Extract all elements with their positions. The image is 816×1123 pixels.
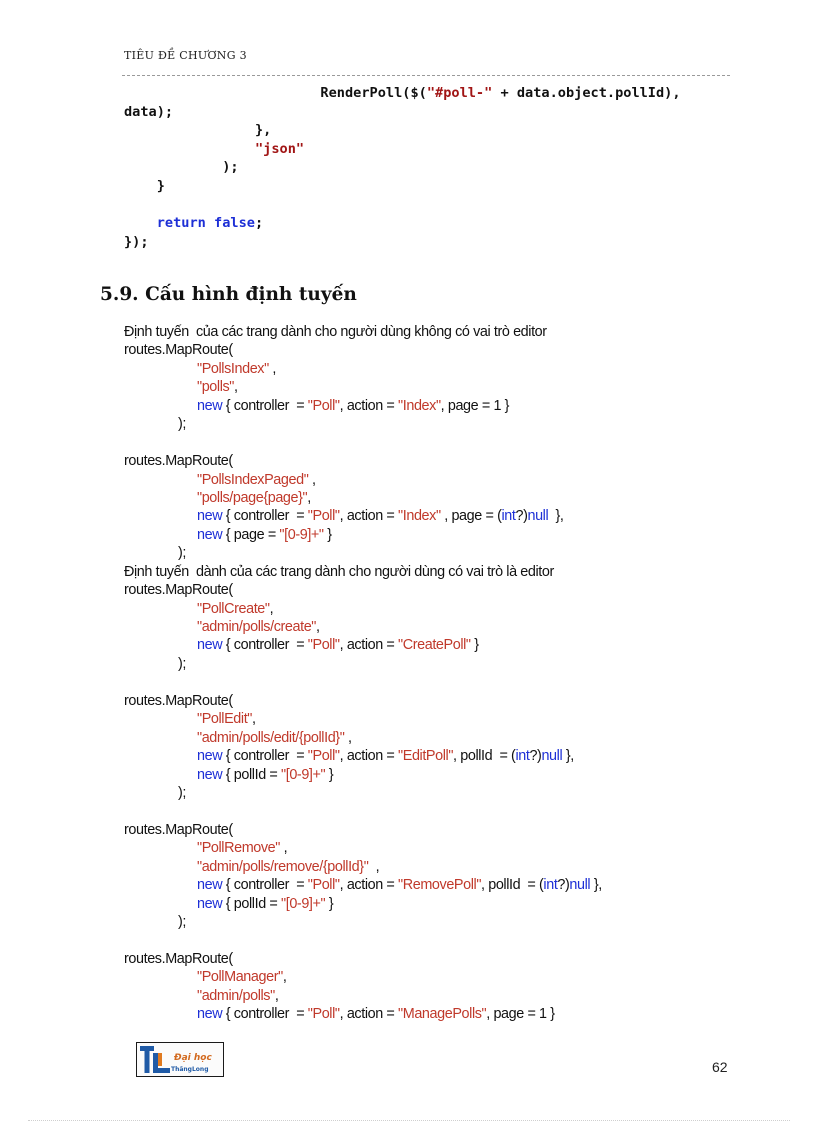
code-line: ); — [178, 914, 186, 930]
code-line: ); — [178, 784, 186, 801]
code-line: "admin/polls", — [197, 987, 279, 1004]
code-line: }, — [254, 122, 272, 139]
chapter-header: TIÊU ĐỀ CHƯƠNG 3 — [124, 49, 247, 62]
route-call: routes.MapRoute( — [124, 342, 233, 359]
code-line: "PollsIndex" , — [197, 360, 277, 377]
blank-line — [124, 434, 602, 452]
code-line: "admin/polls/remove/{pollId}" , — [197, 858, 380, 875]
code-line: ); — [222, 159, 239, 176]
page-number: 62 — [712, 1059, 728, 1075]
code-line: new { controller = "Poll", action = "Index", page = 1 } — [197, 397, 510, 414]
code-block-javascript — [124, 84, 681, 251]
code-line: new { controller = "Poll", action = "CreatePoll" } — [197, 637, 479, 654]
university-logo — [136, 1042, 224, 1077]
code-line: RenderPoll($("#poll-" + data.object.pollId), — [320, 85, 681, 101]
code-line: }); — [124, 233, 149, 250]
blank-line — [124, 673, 602, 691]
thang-long-logo-icon — [137, 1043, 223, 1076]
code-line: "admin/polls/edit/{pollId}" , — [197, 729, 352, 746]
route-call: routes.MapRoute( — [124, 692, 233, 709]
route-call: routes.MapRoute( — [124, 453, 233, 470]
code-line: "admin/polls/create", — [197, 619, 320, 635]
route-call: routes.MapRoute( — [124, 950, 233, 967]
code-line: "PollRemove" , — [197, 840, 288, 857]
code-line: new { controller = "Poll", action = "EditPoll", pollId = (int?)null }, — [197, 748, 574, 765]
route-call: routes.MapRoute( — [124, 821, 233, 838]
code-line: return false; — [156, 215, 264, 232]
code-line: data); — [124, 103, 174, 120]
code-line: "PollsIndexPaged" , — [197, 471, 316, 488]
code-line: } — [156, 177, 165, 194]
route-comment: Định tuyến của các trang dành cho người dùng không có vai trò editor — [124, 324, 547, 340]
code-line: ); — [178, 416, 186, 433]
code-line: "polls/page{page}", — [197, 489, 311, 506]
section-number: 5.9. — [100, 284, 139, 305]
page-bottom-divider — [28, 1120, 790, 1121]
code-line: "polls", — [197, 379, 238, 396]
blank-line — [124, 931, 602, 949]
routes-code-block — [124, 323, 602, 1024]
code-line: ); — [178, 545, 186, 562]
header-divider — [122, 75, 730, 76]
code-line: new { pollId = "[0-9]+" } — [197, 766, 334, 783]
code-line: "PollManager", — [197, 969, 287, 986]
code-line: "json" — [254, 140, 305, 157]
code-line: ); — [178, 655, 186, 672]
logo-text-bottom: ThăngLong — [171, 1066, 209, 1073]
code-line: new { controller = "Poll", action = "ManagePolls", page = 1 } — [197, 1006, 555, 1023]
section-heading — [100, 284, 357, 305]
code-line: new { page = "[0-9]+" } — [197, 526, 332, 543]
code-line: new { pollId = "[0-9]+" } — [197, 895, 334, 912]
route-call: routes.MapRoute( — [124, 582, 233, 599]
code-line: "PollEdit", — [197, 711, 256, 728]
code-line: new { controller = "Poll", action = "RemovePoll", pollId = (int?)null }, — [197, 877, 602, 894]
section-title: Cấu hình định tuyến — [145, 284, 357, 305]
code-line: new { controller = "Poll", action = "Index" , page = (int?)null }, — [197, 508, 564, 525]
logo-text-top: Đại học — [174, 1053, 212, 1063]
blank-line — [124, 802, 602, 820]
route-comment: Định tuyến dành của các trang dành cho người dùng có vai trò là editor — [124, 563, 554, 580]
code-line: "PollCreate", — [197, 600, 274, 617]
